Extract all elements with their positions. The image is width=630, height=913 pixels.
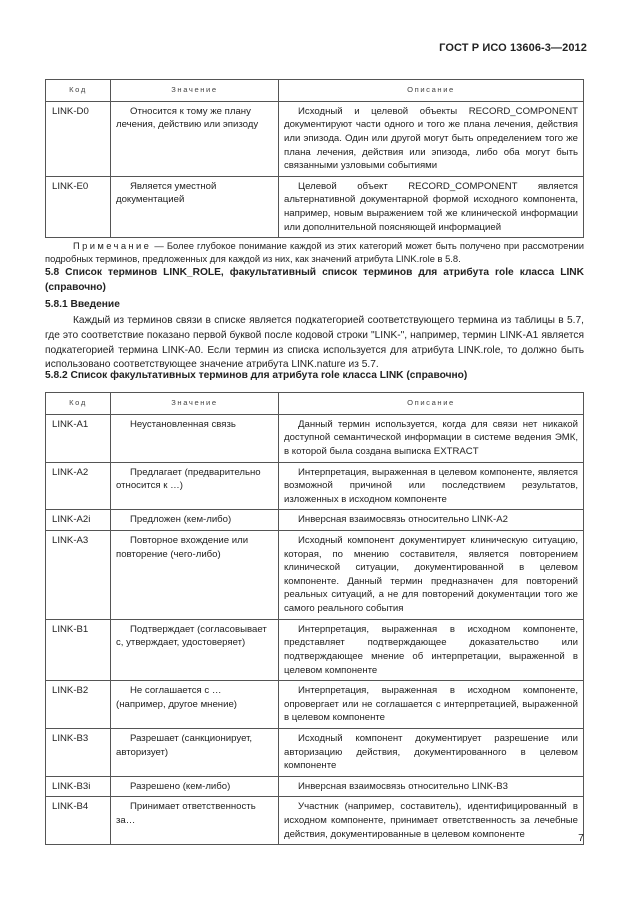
cell-description: Интерпретация, выраженная в целевом компоненте, является возможной причиной или последствием результатов, изложенных в исходном компоненте [279,462,584,510]
table-header-row [46,80,584,102]
cell-meaning: Принимает ответственность за… [111,797,279,845]
table-link-role-terms [45,392,584,845]
cell-code: LINK-D0 [46,101,111,176]
cell-description: Интерпретация, выраженная в исходном компоненте, опровергает или не соглашается с интерпретацией, выраженной в целевом компоненте [279,681,584,729]
table-header-row [46,393,584,415]
table-row [46,776,584,797]
cell-code: LINK-A2 [46,462,111,510]
cell-code: LINK-A2i [46,510,111,531]
table-row [46,462,584,510]
column-header-code: Код [46,80,111,102]
column-header-description: Описание [279,393,584,415]
cell-meaning: Подтверждает (согласовывает с, утверждает, удостоверяет) [111,619,279,680]
cell-code: LINK-B3 [46,728,111,776]
column-header-meaning: Значение [111,393,279,415]
cell-code: LINK-A3 [46,531,111,620]
table-row [46,510,584,531]
table-row [46,797,584,845]
cell-description: Исходный компонент документирует разрешение или авторизацию действия, документированного в целевом компоненте [279,728,584,776]
table-row [46,619,584,680]
column-header-description: Описание [279,80,584,102]
table-row [46,101,584,176]
column-header-code: Код [46,393,111,415]
cell-code: LINK-B3i [46,776,111,797]
cell-code: LINK-A1 [46,414,111,462]
cell-code: LINK-B4 [46,797,111,845]
table-row [46,531,584,620]
cell-description: Интерпретация, выраженная в исходном компоненте, представляет подтверждающее доказательство или подтверждающее мнение об интерпретации, выраженной в целевом компоненте [279,619,584,680]
cell-meaning: Разрешает (санкционирует, авторизует) [111,728,279,776]
cell-meaning: Разрешено (кем-либо) [111,776,279,797]
cell-code: LINK-E0 [46,176,111,237]
cell-description: Участник (например, составитель), идентифицированный в исходном компоненте, принимает ответственность за лечебные действия, документированные в целевом компоненте [279,797,584,845]
cell-meaning: Относится к тому же плану лечения, действию или эпизоду [111,101,279,176]
section-5-8-1-text: Каждый из терминов связи в списке является подкатегорией соответствующего термина из таблицы в 5.7, где это соответствие показано первой буквой после кодовой строки "LINK-", например, термин LINK-A1 является подкатегорией термина LINK-A0. Если термин из списка используется для атрибута LINK.role, то должно быть использовано соответствующее значение атрибута LINK.nature из 5.7. [45,315,584,371]
section-5-8-1-title: 5.8.1 Введение [45,299,120,310]
cell-description: Данный термин используется, когда для связи нет никакой доступной семантической информации в системе ведения ЭМК, в которой была создана выписка EXTRACT [279,414,584,462]
table-row [46,728,584,776]
table-row [46,681,584,729]
section-5-8-2-title: 5.8.2 Список факультативных терминов для атрибута role класса LINK (справочно) [45,370,468,381]
cell-meaning: Предлагает (предварительно относится к …) [111,462,279,510]
table-row [46,414,584,462]
cell-code: LINK-B2 [46,681,111,729]
cell-meaning: Предложен (кем-либо) [111,510,279,531]
table-link-d-e [45,79,584,238]
cell-description: Инверсная взаимосвязь относительно LINK-A2 [279,510,584,531]
cell-description: Исходный и целевой объекты RECORD_COMPONENT документируют части одного и того же плана лечения, действия или эпизода. Один или другой могут быть определением того же плана лечения, действия или эпизода, либо оба могут быть связанными узловыми событиями [279,101,584,176]
standard-header: ГОСТ Р ИСО 13606-3—2012 [439,42,587,54]
cell-description: Целевой объект RECORD_COMPONENT является альтернативной документарной формой исходного компонента, например, новым выражением той же клинической информации или дополнительной поясняющей информацией [279,176,584,237]
section-5-8-title: 5.8 Список терминов LINK_ROLE, факультативный список терминов для атрибута role класса LINK (справочно) [45,267,584,293]
cell-description: Инверсная взаимосвязь относительно LINK-B3 [279,776,584,797]
note-label: Примечание [73,240,152,251]
page-number: 7 [578,832,584,844]
column-header-meaning: Значение [111,80,279,102]
cell-meaning: Не соглашается с … (например, другое мнение) [111,681,279,729]
cell-meaning: Повторное вхождение или повторение (чего-либо) [111,531,279,620]
cell-meaning: Неустановленная связь [111,414,279,462]
cell-description: Исходный компонент документирует клиническую ситуацию, которая, по мнению составителя, является повторением клинической ситуации, документированной в целевом компоненте. Данный термин предназначен для повторений реальных ситуаций, а не для повторений документации того же самого реального события [279,531,584,620]
cell-meaning: Является уместной документацией [111,176,279,237]
note-text: — Более глубокое понимание каждой из этих категорий может быть получено при рассмотрении подробных терминов, предложенных для каждой из них, как значений атрибута LINK.role в 5.8. [45,240,584,265]
table-row [46,176,584,237]
cell-code: LINK-B1 [46,619,111,680]
note-paragraph [45,239,584,266]
